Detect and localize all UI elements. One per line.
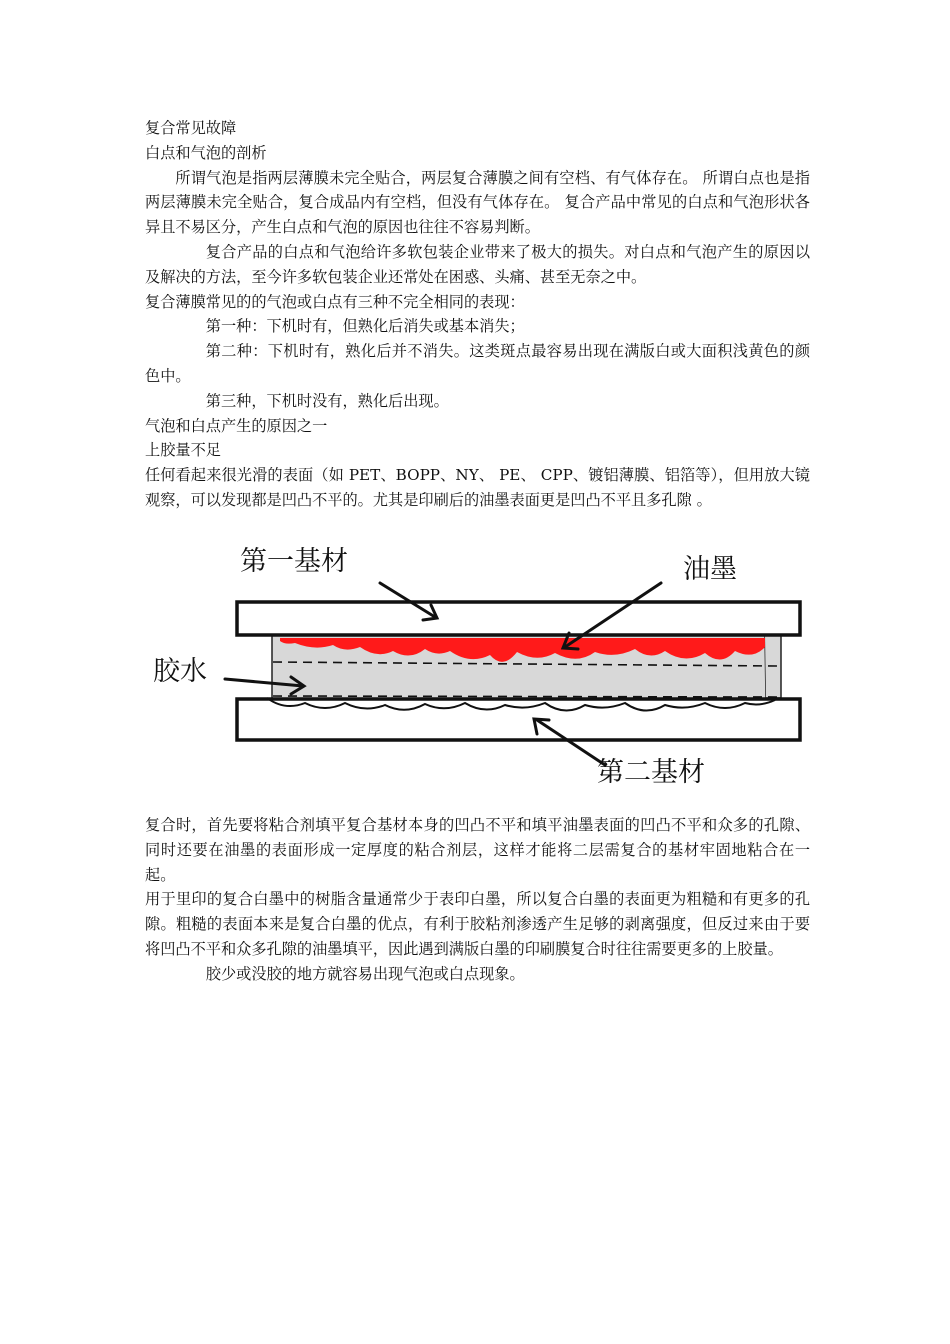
doc-subtitle: 白点和气泡的剖析 bbox=[145, 143, 267, 162]
paragraph-loss: 复合产品的白点和气泡给许多软包装企业带来了极大的损失。对白点和气泡产生的原因以及解决的方法，至今许多软包装企业还常处在困惑、头痛、甚至无奈之中。 bbox=[145, 242, 810, 286]
paragraph-surface: 任何看起来很光滑的表面（如 PET、BOPP、NY、 PE、 CPP、镀铝薄膜、铝箔等），但用放大镜观察，可以发现都是凹凸不平的。尤其是印刷后的油墨表面更是凹凸不平且多孔隙 。 bbox=[145, 466, 810, 509]
text-section-top bbox=[145, 116, 810, 513]
lamination-diagram bbox=[145, 535, 810, 795]
cause-heading: 气泡和白点产生的原因之一 bbox=[145, 416, 328, 435]
paragraph-definition: 所谓气泡是指两层薄膜未完全贴合，两层复合薄膜之间有空档、有气体存在。 所谓白点也是指两层薄膜未完全贴合，复合成品内有空档，但没有气体存在。 复合产品中常见的白点和气泡形状各异且不易区分，产生白点和气泡的原因也往往不容易判断。 bbox=[145, 168, 810, 237]
cause-subheading: 上胶量不足 bbox=[145, 441, 221, 460]
paragraph-conclusion: 胶少或没胶的地方就容易出现气泡或白点现象。 bbox=[205, 964, 525, 983]
substrate-two bbox=[237, 699, 800, 740]
type-one: 第一种：下机时有，但熟化后消失或基本消失； bbox=[205, 317, 525, 336]
doc-title: 复合常见故障 bbox=[145, 119, 237, 137]
label-substrate-two: 第二基材 bbox=[597, 757, 705, 788]
substrate-one bbox=[237, 602, 800, 635]
type-two: 第二种：下机时有，熟化后并不消失。这类斑点最容易出现在满版白或大面积浅黄色的颜色中。 bbox=[145, 342, 810, 385]
text-section-bottom bbox=[145, 813, 810, 987]
type-three: 第三种，下机时没有，熟化后出现。 bbox=[205, 391, 449, 410]
paragraph-fill: 复合时，首先要将粘合剂填平复合基材本身的凹凸不平和填平油墨表面的凹凸不平和众多的孔隙、同时还要在油墨的表面形成一定厚度的粘合剂层，这样才能将二层需复合的基材牢固地粘合在一起。 bbox=[145, 816, 810, 884]
paragraph-types-intro: 复合薄膜常见的的气泡或白点有三种不完全相同的表现： bbox=[145, 292, 525, 311]
label-glue: 胶水 bbox=[153, 656, 207, 687]
paragraph-white-ink: 用于里印的复合白墨中的树脂含量通常少于表印白墨，所以复合白墨的表面更为粗糙和有更多的孔隙。粗糙的表面本来是复合白墨的优点，有利于胶粘剂渗透产生足够的剥离强度，但反过来由于要将凹凸不平和众多孔隙的油墨填平，因此遇到满版白墨的印刷膜复合时往往需要更多的上胶量。 bbox=[145, 890, 810, 958]
label-substrate-one: 第一基材 bbox=[240, 546, 348, 577]
label-ink: 油墨 bbox=[683, 554, 737, 585]
